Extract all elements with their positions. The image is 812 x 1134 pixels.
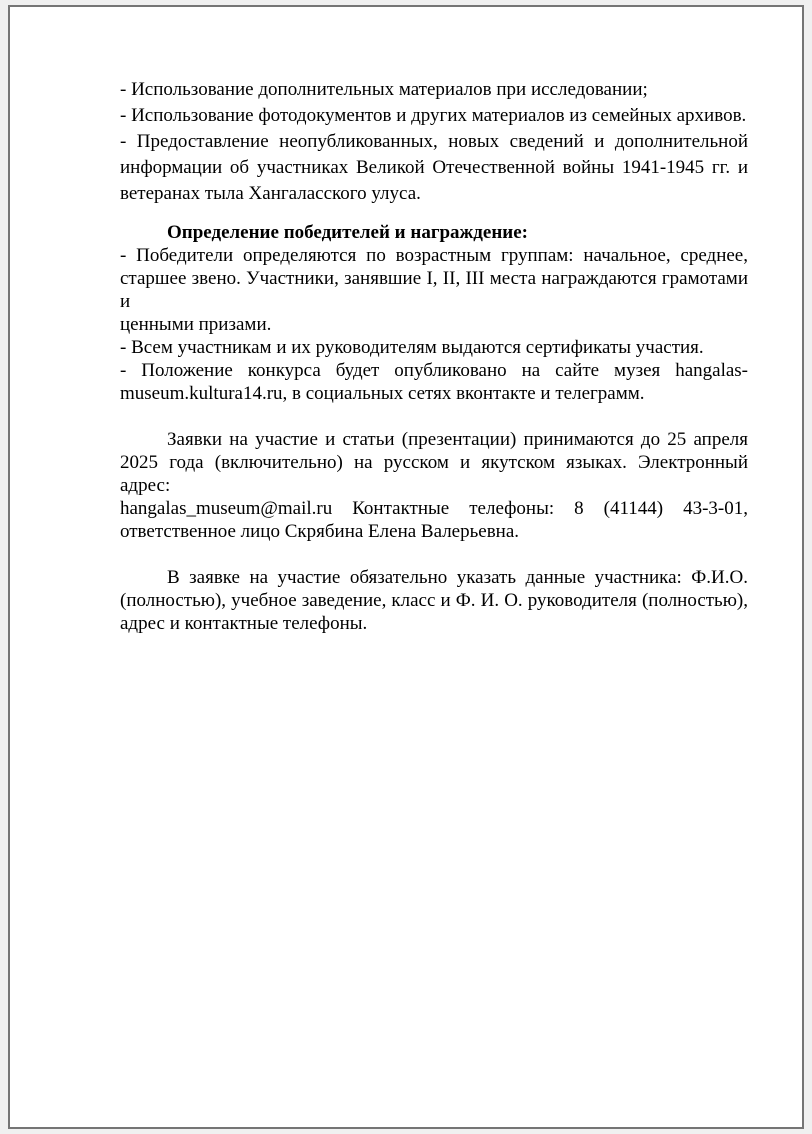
blank-line (120, 405, 748, 428)
document-page (8, 5, 804, 1129)
paragraph-line: - Предоставление неопубликованных, новых сведений и дополнительной (120, 131, 748, 152)
paragraph-line: - Использование дополнительных материалов при исследовании; (120, 79, 648, 100)
paragraph-line: - Положение конкурса будет опубликовано на сайте музея hangalas- (120, 360, 748, 381)
paragraph-line: - Использование фотодокументов и других материалов из семейных архивов. (120, 105, 747, 126)
blank-line (120, 543, 748, 566)
paragraph-line: museum.kultura14.ru, в социальных сетях вконтакте и телеграмм. (120, 383, 645, 404)
paragraph-line: 2025 года (включительно) на русском и якутском языках. Электронный адрес: (120, 452, 748, 496)
paragraph-line: адрес и контактные телефоны. (120, 613, 368, 634)
paragraph-line-with-email: hangalas_museum@mail.ru Контактные телефоны: 8 (41144) 43-3-01, (120, 498, 748, 519)
paragraph-line: ответственное лицо Скрябина Елена Валерьевна. (120, 521, 520, 542)
paragraph-line: - Победители определяются по возрастным группам: начальное, среднее, (120, 245, 748, 266)
paragraph-spacer (120, 207, 748, 221)
paragraph-line: старшее звено. Участники, занявшие I, II, III места награждаются грамотами и (120, 268, 748, 312)
paragraph-line: Заявки на участие и статьи (презентации) принимаются до 25 апреля (167, 429, 748, 450)
criteria-list-paragraph (120, 77, 748, 207)
paragraph-line: - Всем участникам и их руководителям выдаются сертификаты участия. (120, 337, 704, 358)
paragraph-line: информации об участниках Великой Отечественной войны 1941-1945 гг. и (120, 157, 748, 178)
winners-section (120, 221, 748, 635)
document-text-column (120, 77, 748, 635)
winners-section-heading: Определение победителей и награждение: (167, 222, 528, 243)
paragraph-line: ценными призами. (120, 314, 272, 335)
paragraph-line: (полностью), учебное заведение, класс и Ф. И. О. руководителя (полностью), (120, 590, 748, 611)
paragraph-line: В заявке на участие обязательно указать данные участника: Ф.И.О. (167, 567, 748, 588)
paragraph-line: ветеранах тыла Хангаласского улуса. (120, 183, 421, 204)
